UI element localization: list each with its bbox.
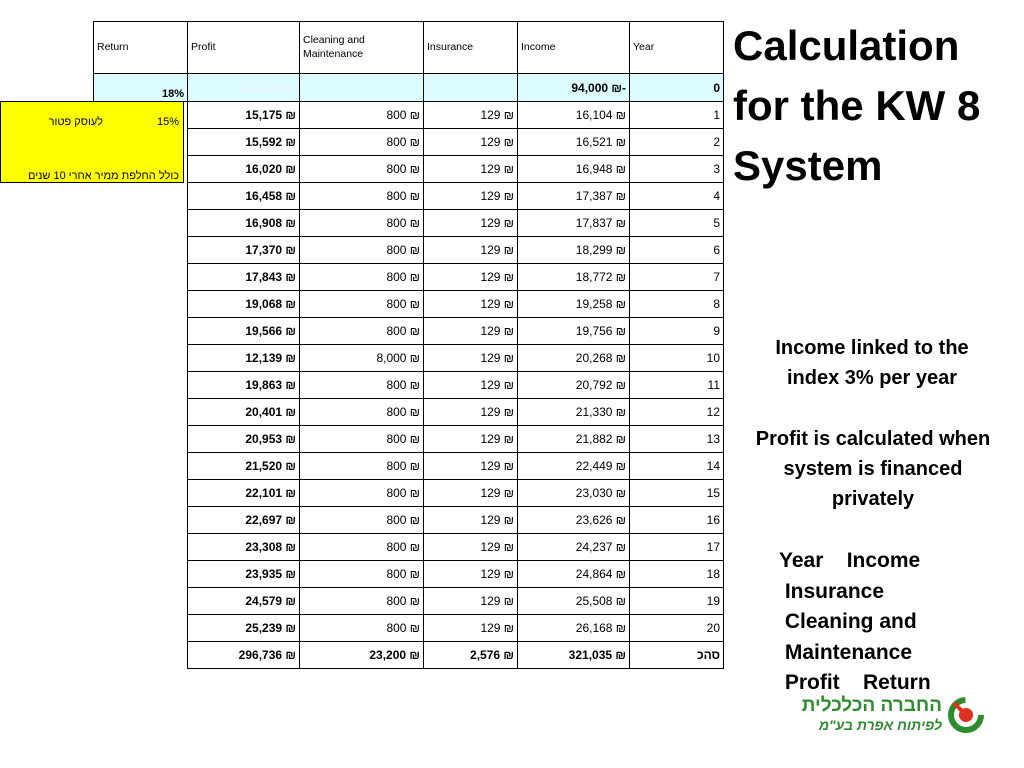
table-row xyxy=(94,237,724,264)
cleaning-cell: 800 ₪ xyxy=(300,588,424,615)
cleaning-cell: 800 ₪ xyxy=(300,183,424,210)
year-cell: 19 xyxy=(630,588,724,615)
return-cell xyxy=(94,210,188,237)
table-row xyxy=(94,615,724,642)
profit-cell: 17,370 ₪ xyxy=(188,237,300,264)
income-cell: 18,299 ₪ xyxy=(518,237,630,264)
profit-cell: 23,935 ₪ xyxy=(188,561,300,588)
table-row xyxy=(94,480,724,507)
cleaning-cell: 800 ₪ xyxy=(300,129,424,156)
income-cell: 16,521 ₪ xyxy=(518,129,630,156)
cleaning-cell: 800 ₪ xyxy=(300,534,424,561)
initial-income: 94,000 ₪- xyxy=(518,74,630,102)
calculation-table xyxy=(93,21,724,669)
logo-emblem-icon xyxy=(946,695,986,735)
table-row xyxy=(94,588,724,615)
table-row xyxy=(94,426,724,453)
column-legend xyxy=(779,546,931,699)
profit-cell: 21,520 ₪ xyxy=(188,453,300,480)
profit-cell: 16,458 ₪ xyxy=(188,183,300,210)
year-cell: 11 xyxy=(630,372,724,399)
table-row xyxy=(94,210,724,237)
insurance-cell: 129 ₪ xyxy=(424,453,518,480)
return-cell xyxy=(94,399,188,426)
income-cell: 21,882 ₪ xyxy=(518,426,630,453)
logo-name: החברה הכלכלית xyxy=(801,695,942,716)
year-cell: 13 xyxy=(630,426,724,453)
legend-line: Cleaning and xyxy=(779,610,917,634)
profit-cell: 19,863 ₪ xyxy=(188,372,300,399)
table-row xyxy=(94,534,724,561)
return-cell xyxy=(94,588,188,615)
table-row xyxy=(94,264,724,291)
cleaning-cell: 800 ₪ xyxy=(300,615,424,642)
income-cell: 21,330 ₪ xyxy=(518,399,630,426)
insurance-cell: 129 ₪ xyxy=(424,480,518,507)
table-row xyxy=(94,183,724,210)
year-cell: 15 xyxy=(630,480,724,507)
insurance-cell: 129 ₪ xyxy=(424,588,518,615)
profit-cell: 19,068 ₪ xyxy=(188,291,300,318)
year-cell: 8 xyxy=(630,291,724,318)
income-cell: 24,237 ₪ xyxy=(518,534,630,561)
return-cell xyxy=(94,453,188,480)
cleaning-cell: 800 ₪ xyxy=(300,237,424,264)
income-note: Income linked to the index 3% per year xyxy=(775,337,969,389)
insurance-cell: 129 ₪ xyxy=(424,210,518,237)
year-cell: 14 xyxy=(630,453,724,480)
profit-cell: 17,843 ₪ xyxy=(188,264,300,291)
legend-line: Year Income xyxy=(779,549,921,572)
legend-line: Insurance xyxy=(779,579,885,603)
income-cell: 22,449 ₪ xyxy=(518,453,630,480)
cleaning-cell: 800 ₪ xyxy=(300,480,424,507)
table-row xyxy=(94,291,724,318)
insurance-cell: 129 ₪ xyxy=(424,102,518,129)
profit-cell: 15,175 ₪ xyxy=(188,102,300,129)
table-row xyxy=(94,507,724,534)
insurance-cell: 129 ₪ xyxy=(424,399,518,426)
total-insurance-cell: 2,576 ₪ xyxy=(424,642,518,669)
profit-cell: 16,908 ₪ xyxy=(188,210,300,237)
income-cell: 24,864 ₪ xyxy=(518,561,630,588)
income-cell: 16,948 ₪ xyxy=(518,156,630,183)
year-cell: 6 xyxy=(630,237,724,264)
return-cell xyxy=(94,534,188,561)
profit-note: Profit is calculated when system is financed privately xyxy=(755,428,991,510)
cleaning-cell: 800 ₪ xyxy=(300,561,424,588)
year-cell: 20 xyxy=(630,615,724,642)
income-cell: 20,268 ₪ xyxy=(518,345,630,372)
table-row xyxy=(94,399,724,426)
table-header-row xyxy=(94,22,724,74)
return-cell xyxy=(94,372,188,399)
insurance-cell: 129 ₪ xyxy=(424,264,518,291)
cleaning-cell: 800 ₪ xyxy=(300,426,424,453)
exempt-dealer-label: לעוסק פטור xyxy=(48,116,103,128)
return-cell xyxy=(94,318,188,345)
slide-title: Calculation for the KW 8 System xyxy=(733,22,981,189)
header-insurance: Insurance xyxy=(424,22,518,74)
year-cell: 7 xyxy=(630,264,724,291)
profit-cell: 22,697 ₪ xyxy=(188,507,300,534)
return-cell xyxy=(94,642,188,669)
income-cell: 23,030 ₪ xyxy=(518,480,630,507)
cleaning-cell: 800 ₪ xyxy=(300,156,424,183)
insurance-cell: 129 ₪ xyxy=(424,426,518,453)
return-cell xyxy=(94,237,188,264)
insurance-cell: 129 ₪ xyxy=(424,372,518,399)
initial-cleaning xyxy=(300,74,424,102)
income-cell: 18,772 ₪ xyxy=(518,264,630,291)
tax-exempt-note-box xyxy=(0,101,184,183)
profit-cell: 12,139 ₪ xyxy=(188,345,300,372)
company-logo xyxy=(801,693,988,737)
year-cell: 3 xyxy=(630,156,724,183)
profit-cell: 24,579 ₪ xyxy=(188,588,300,615)
insurance-cell: 129 ₪ xyxy=(424,156,518,183)
total-year-cell: סהכ xyxy=(630,642,724,669)
header-year: Year xyxy=(630,22,724,74)
header-income: Income xyxy=(518,22,630,74)
return-cell xyxy=(94,291,188,318)
return-cell xyxy=(94,480,188,507)
return-cell xyxy=(94,561,188,588)
cleaning-cell: 800 ₪ xyxy=(300,102,424,129)
return-cell xyxy=(94,264,188,291)
total-cleaning-cell: 23,200 ₪ xyxy=(300,642,424,669)
year-cell: 2 xyxy=(630,129,724,156)
profit-cell: 25,239 ₪ xyxy=(188,615,300,642)
year-cell: 18 xyxy=(630,561,724,588)
profit-cell: 16,020 ₪ xyxy=(188,156,300,183)
income-cell: 23,626 ₪ xyxy=(518,507,630,534)
insurance-cell: 129 ₪ xyxy=(424,183,518,210)
income-cell: 16,104 ₪ xyxy=(518,102,630,129)
profit-cell: 20,953 ₪ xyxy=(188,426,300,453)
profit-cell: 20,401 ₪ xyxy=(188,399,300,426)
profit-cell: 22,101 ₪ xyxy=(188,480,300,507)
year-cell: 9 xyxy=(630,318,724,345)
exempt-return-percent: 15% xyxy=(156,116,179,128)
cleaning-cell: 800 ₪ xyxy=(300,264,424,291)
cleaning-cell: 800 ₪ xyxy=(300,372,424,399)
cleaning-cell: 800 ₪ xyxy=(300,453,424,480)
table-row xyxy=(94,561,724,588)
cleaning-cell: 800 ₪ xyxy=(300,507,424,534)
header-profit: Profit xyxy=(188,22,300,74)
year-cell: 12 xyxy=(630,399,724,426)
insurance-cell: 129 ₪ xyxy=(424,345,518,372)
total-profit-cell: 296,736 ₪ xyxy=(188,642,300,669)
income-cell: 19,258 ₪ xyxy=(518,291,630,318)
header-cleaning: Cleaning and Maintenance xyxy=(300,22,424,74)
legend-line: Maintenance xyxy=(779,640,913,664)
cleaning-cell: 8,000 ₪ xyxy=(300,345,424,372)
return-value: 18% xyxy=(94,74,188,102)
initial-insurance xyxy=(424,74,518,102)
income-cell: 26,168 ₪ xyxy=(518,615,630,642)
table-row xyxy=(94,129,724,156)
header-return: Return xyxy=(94,22,188,74)
year-cell: 17 xyxy=(630,534,724,561)
table-row xyxy=(94,345,724,372)
inverter-replacement-label: כולל החלפת ממיר אחרי 10 שנים xyxy=(28,170,179,182)
table-row xyxy=(94,318,724,345)
profit-cell: 23,308 ₪ xyxy=(188,534,300,561)
insurance-cell: 129 ₪ xyxy=(424,615,518,642)
income-cell: 25,508 ₪ xyxy=(518,588,630,615)
year-cell: 10 xyxy=(630,345,724,372)
cleaning-cell: 800 ₪ xyxy=(300,399,424,426)
income-cell: 20,792 ₪ xyxy=(518,372,630,399)
insurance-cell: 129 ₪ xyxy=(424,129,518,156)
return-cell xyxy=(94,345,188,372)
table-total-row xyxy=(94,642,724,669)
return-cell xyxy=(94,507,188,534)
return-cell xyxy=(94,183,188,210)
logo-subtitle: לפיתוח אפרת בע"מ xyxy=(818,717,942,733)
profit-cell: 15,592 ₪ xyxy=(188,129,300,156)
total-income-cell: 321,035 ₪ xyxy=(518,642,630,669)
year-cell: 5 xyxy=(630,210,724,237)
year-cell: 4 xyxy=(630,183,724,210)
return-cell xyxy=(94,426,188,453)
legend-line: Profit Return xyxy=(779,671,931,695)
table-row xyxy=(94,453,724,480)
insurance-cell: 129 ₪ xyxy=(424,561,518,588)
cleaning-cell: 800 ₪ xyxy=(300,210,424,237)
insurance-cell: 129 ₪ xyxy=(424,318,518,345)
profit-cell: 19,566 ₪ xyxy=(188,318,300,345)
table-row xyxy=(94,102,724,129)
cleaning-cell: 800 ₪ xyxy=(300,291,424,318)
year-cell: 1 xyxy=(630,102,724,129)
insurance-cell: 129 ₪ xyxy=(424,534,518,561)
insurance-cell: 129 ₪ xyxy=(424,507,518,534)
income-cell: 17,387 ₪ xyxy=(518,183,630,210)
insurance-cell: 129 ₪ xyxy=(424,291,518,318)
initial-year: 0 xyxy=(630,74,724,102)
income-cell: 17,837 ₪ xyxy=(518,210,630,237)
table-row-year-0 xyxy=(94,74,724,102)
return-cell xyxy=(94,615,188,642)
cleaning-cell: 800 ₪ xyxy=(300,318,424,345)
table-row xyxy=(94,372,724,399)
year-cell: 16 xyxy=(630,507,724,534)
income-cell: 19,756 ₪ xyxy=(518,318,630,345)
initial-profit: 94,000 ₪- xyxy=(188,74,300,102)
table-row xyxy=(94,156,724,183)
insurance-cell: 129 ₪ xyxy=(424,237,518,264)
